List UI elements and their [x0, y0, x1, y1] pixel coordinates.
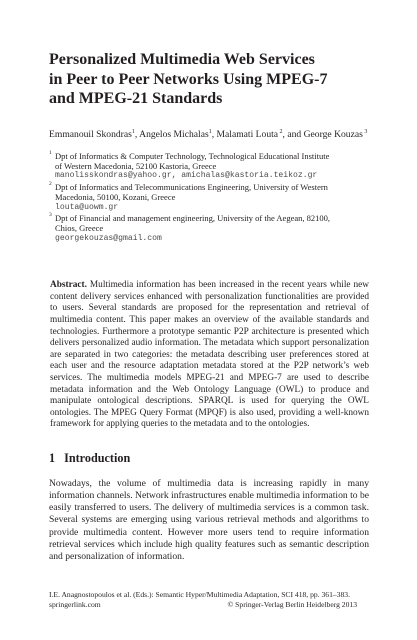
affiliation-email: georgekouzas@gmail.com — [55, 233, 162, 243]
affiliation-mark: 3 — [49, 211, 52, 218]
title-line: in Peer to Peer Networks Using MPEG-7 — [49, 70, 328, 88]
affiliation-line: Dpt of Informatics & Computer Technology, Technological Educational Institute — [55, 150, 330, 161]
affiliation-line: Dpt of Financial and management engineering, University of the Aegean, 82100, — [55, 212, 330, 223]
paper-title — [49, 50, 369, 109]
author-list — [49, 129, 369, 141]
affiliation-line: Dpt of Informatics and Telecommunications Engineering, University of Western — [55, 181, 328, 192]
author-name: George Kouzas — [303, 128, 363, 140]
affiliation-email: manolisskondras@yahoo.gr, amichalas@kastoria.teikoz.gr — [55, 171, 318, 181]
abstract-label: Abstract. — [50, 280, 87, 291]
paper-page — [49, 50, 369, 563]
section-number: 1 — [49, 450, 56, 465]
author-affil-mark: 2 — [278, 128, 283, 135]
author-name: Emmanouil Skondras — [49, 128, 132, 140]
section-heading — [49, 451, 369, 465]
intro-paragraph: Nowadays, the volume of multimedia data is increasing rapidly in many information channels. Network infrastructures enable multimedia information to be easily transferred to users. The delivery of multimedia services is a common task. Several systems are emerging using various retrieval methods and algorithms to provide multimedia content. However more users tend to require information retrieval services which include high quality features such as semantic description and personalization of information. — [49, 477, 369, 563]
author-affil-mark: 3 — [362, 128, 368, 135]
author-name: Malamati Louta — [216, 128, 279, 140]
abstract-text: Multimedia information has been increased in the recent years while new content delivery services enhanced with personalization functionalities are provided to users. Several standards are proposed for the representation and retrieval of multimedia content. This paper makes an overview of the available standards and technologies. Furthermore a prototype semantic P2P architecture is presented which delivers personalized audio information. The metadata which support personalization are separated in two categories: the metadata describing user preferences stored at each user and the resource adaptation metadata stored at the P2P network’s web services. The multimedia models MPEG-21 and MPEG-7 are used to describe metadata information and the Web Ontology Language (OWL) to produce and manipulate ontological descriptions. SPARQL is used for querying the OWL ontologies. The MPEG Query Format (MPQF) is also used, providing a well-known framework for applying queries to the metadata and to the ontologies. — [50, 280, 369, 430]
author-separator: , and — [282, 128, 304, 140]
affiliation-item — [49, 182, 369, 213]
affiliation-mark: 1 — [49, 149, 52, 156]
page-footer — [49, 590, 357, 609]
title-line: and MPEG-21 Standards — [49, 90, 223, 107]
affiliation-mark: 2 — [49, 180, 52, 187]
author-affil-mark: 1 — [208, 128, 212, 135]
author-separator: , — [211, 128, 217, 140]
title-line: Personalized Multimedia Web Services — [49, 51, 315, 68]
affiliation-item — [49, 151, 369, 182]
affiliation-line: Chios, Greece — [55, 223, 104, 234]
author-separator: , — [134, 128, 140, 140]
author-affil-mark: 1 — [131, 128, 135, 135]
affiliation-list — [49, 151, 369, 245]
abstract — [49, 280, 369, 431]
affiliation-line: Macedonia, 50100, Kozani, Greece — [55, 192, 176, 203]
footer-site: springerlink.com — [49, 599, 101, 609]
author-name: Angelos Michalas — [139, 128, 209, 140]
affiliation-line: of Western Macedonia, 52100 Kastoria, Greece — [55, 160, 217, 171]
footer-row — [49, 600, 357, 610]
affiliation-item — [49, 213, 369, 244]
affiliation-email: louta@uowm.gr — [55, 202, 119, 212]
footer-copyright: © Springer-Verlag Berlin Heidelberg 2013 — [227, 599, 357, 609]
footer-citation: I.E. Anagnostopoulos et al. (Eds.): Semantic Hyper/Multimedia Adaptation, SCI 418, pp. 361–383. — [49, 590, 350, 599]
section-title: Introduction — [64, 450, 131, 465]
